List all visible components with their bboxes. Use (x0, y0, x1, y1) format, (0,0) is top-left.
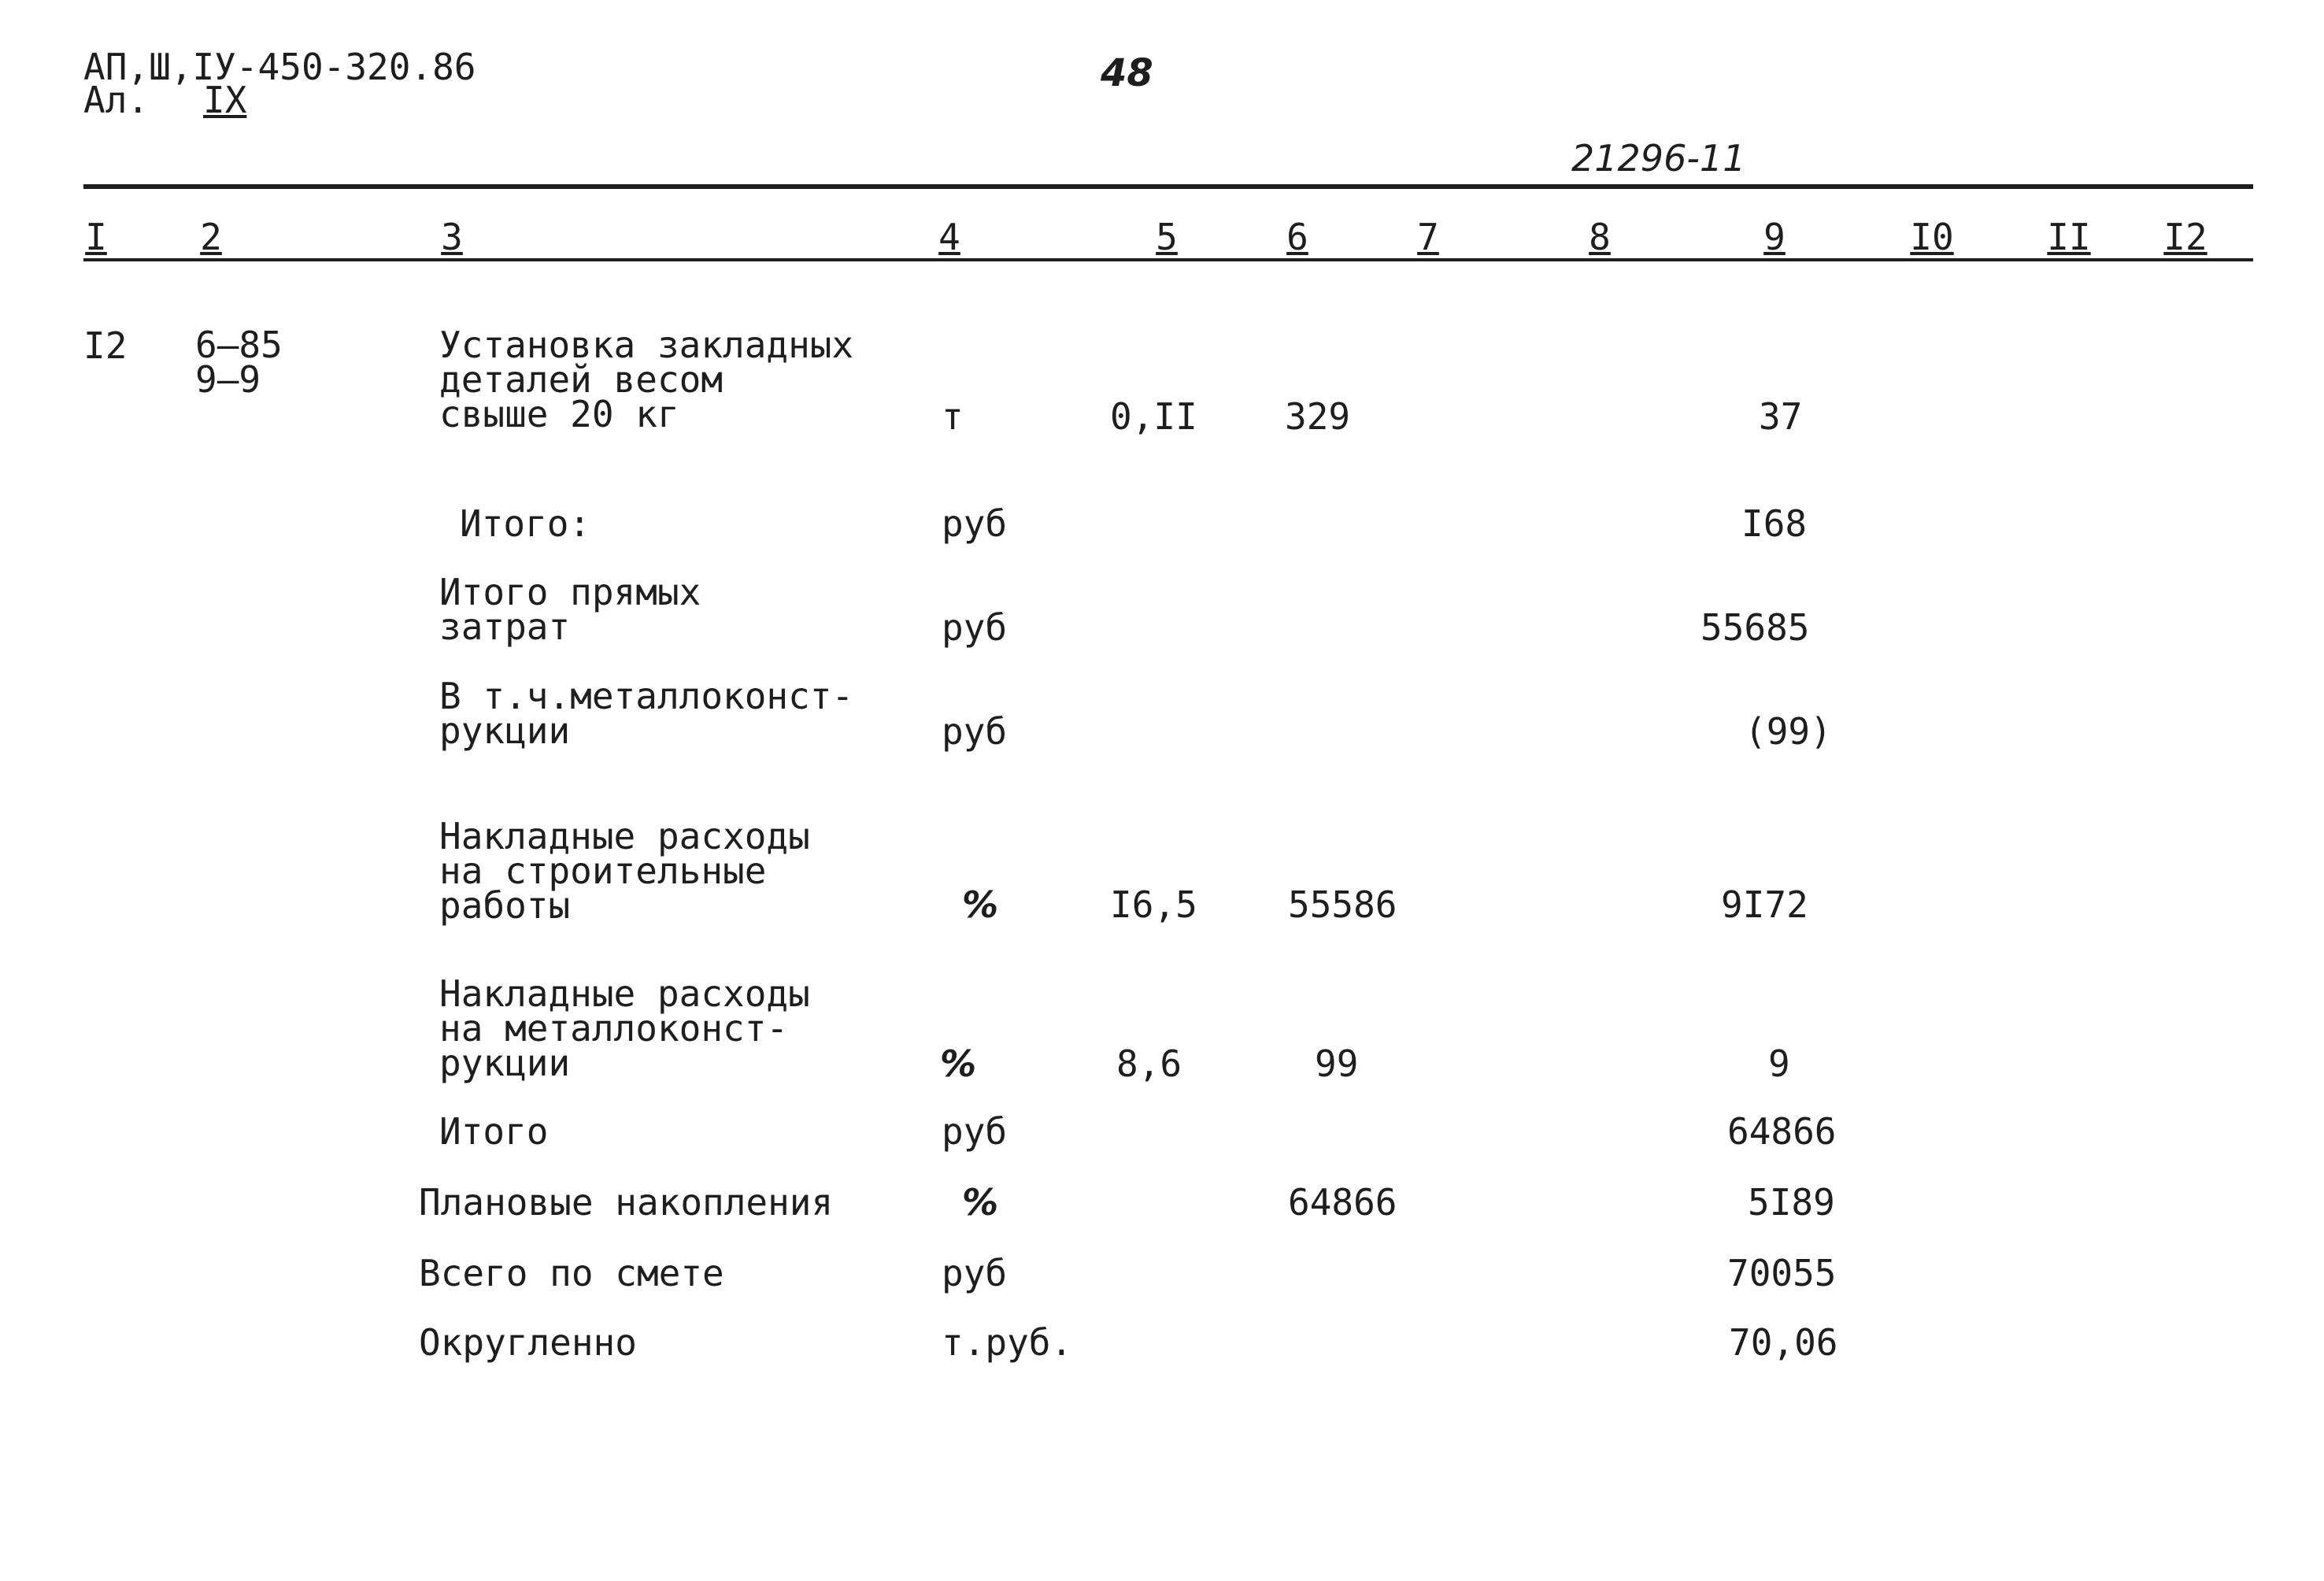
column-number: II (2047, 216, 2091, 258)
item-name: В т.ч.металлоконст- рукции (439, 675, 854, 752)
unit-price: 64866 (1288, 1181, 1397, 1224)
item-name: Накладные расходы на строительные работы (439, 815, 810, 927)
item-name: Итого (439, 1110, 549, 1153)
document-code: АП,Ш,IУ-450-320.86 (83, 46, 476, 88)
unit-price: 55586 (1288, 883, 1397, 926)
unit: руб (942, 1252, 1008, 1294)
album-number: IX (203, 79, 247, 121)
column-number: 6 (1286, 216, 1308, 258)
norm-code: 6–85 9–9 (195, 324, 283, 401)
column-number: I0 (1910, 216, 1954, 258)
column-number: 3 (441, 216, 463, 258)
unit-price: 99 (1315, 1042, 1359, 1085)
unit: руб (942, 502, 1008, 545)
total-cost: I68 (1741, 502, 1808, 545)
total-cost: 5I89 (1748, 1181, 1835, 1224)
quantity: 0,II (1110, 395, 1197, 438)
unit: т (942, 395, 964, 438)
row-number: I2 (83, 324, 128, 367)
item-name: Округленно (419, 1321, 637, 1364)
item-name: Итого прямых затрат (439, 571, 701, 648)
column-number: 9 (1763, 216, 1786, 258)
page-number: 48 (1101, 51, 1153, 95)
total-cost: 70055 (1727, 1252, 1837, 1294)
item-name: Всего по смете (419, 1252, 724, 1294)
quantity: 8,6 (1116, 1042, 1182, 1085)
total-cost: 64866 (1727, 1110, 1837, 1153)
total-cost: (99) (1745, 710, 1832, 753)
total-cost: 37 (1759, 395, 1803, 438)
unit-price: 329 (1285, 395, 1351, 438)
total-cost: 55685 (1700, 606, 1810, 649)
stamp-number: 21296-11 (1571, 137, 1746, 180)
column-number: I2 (2163, 216, 2207, 258)
unit: т.руб. (942, 1321, 1073, 1364)
column-number: I (85, 216, 107, 258)
column-number: 4 (938, 216, 960, 258)
unit: руб (942, 606, 1008, 649)
item-name: Установка закладных деталей весом свыше 20 кг (439, 324, 854, 435)
top-rule (83, 184, 2253, 189)
item-name: Итого: (460, 502, 591, 545)
unit: % (962, 1181, 999, 1224)
unit: % (962, 883, 999, 926)
item-name: Плановые накопления (419, 1181, 834, 1224)
column-number: 2 (200, 216, 222, 258)
total-cost: 70,06 (1729, 1321, 1838, 1364)
column-header-rule (83, 258, 2253, 261)
item-name: Накладные расходы на металлоконст- рукции (439, 972, 810, 1084)
column-number: 7 (1417, 216, 1439, 258)
album-prefix: Ал. (83, 79, 150, 121)
column-number: 5 (1156, 216, 1178, 258)
unit: руб (942, 710, 1008, 753)
unit: руб (942, 1110, 1008, 1153)
total-cost: 9 (1768, 1042, 1790, 1085)
column-number: 8 (1589, 216, 1611, 258)
total-cost: 9I72 (1721, 883, 1808, 926)
quantity: I6,5 (1110, 883, 1197, 926)
unit: % (940, 1042, 977, 1085)
